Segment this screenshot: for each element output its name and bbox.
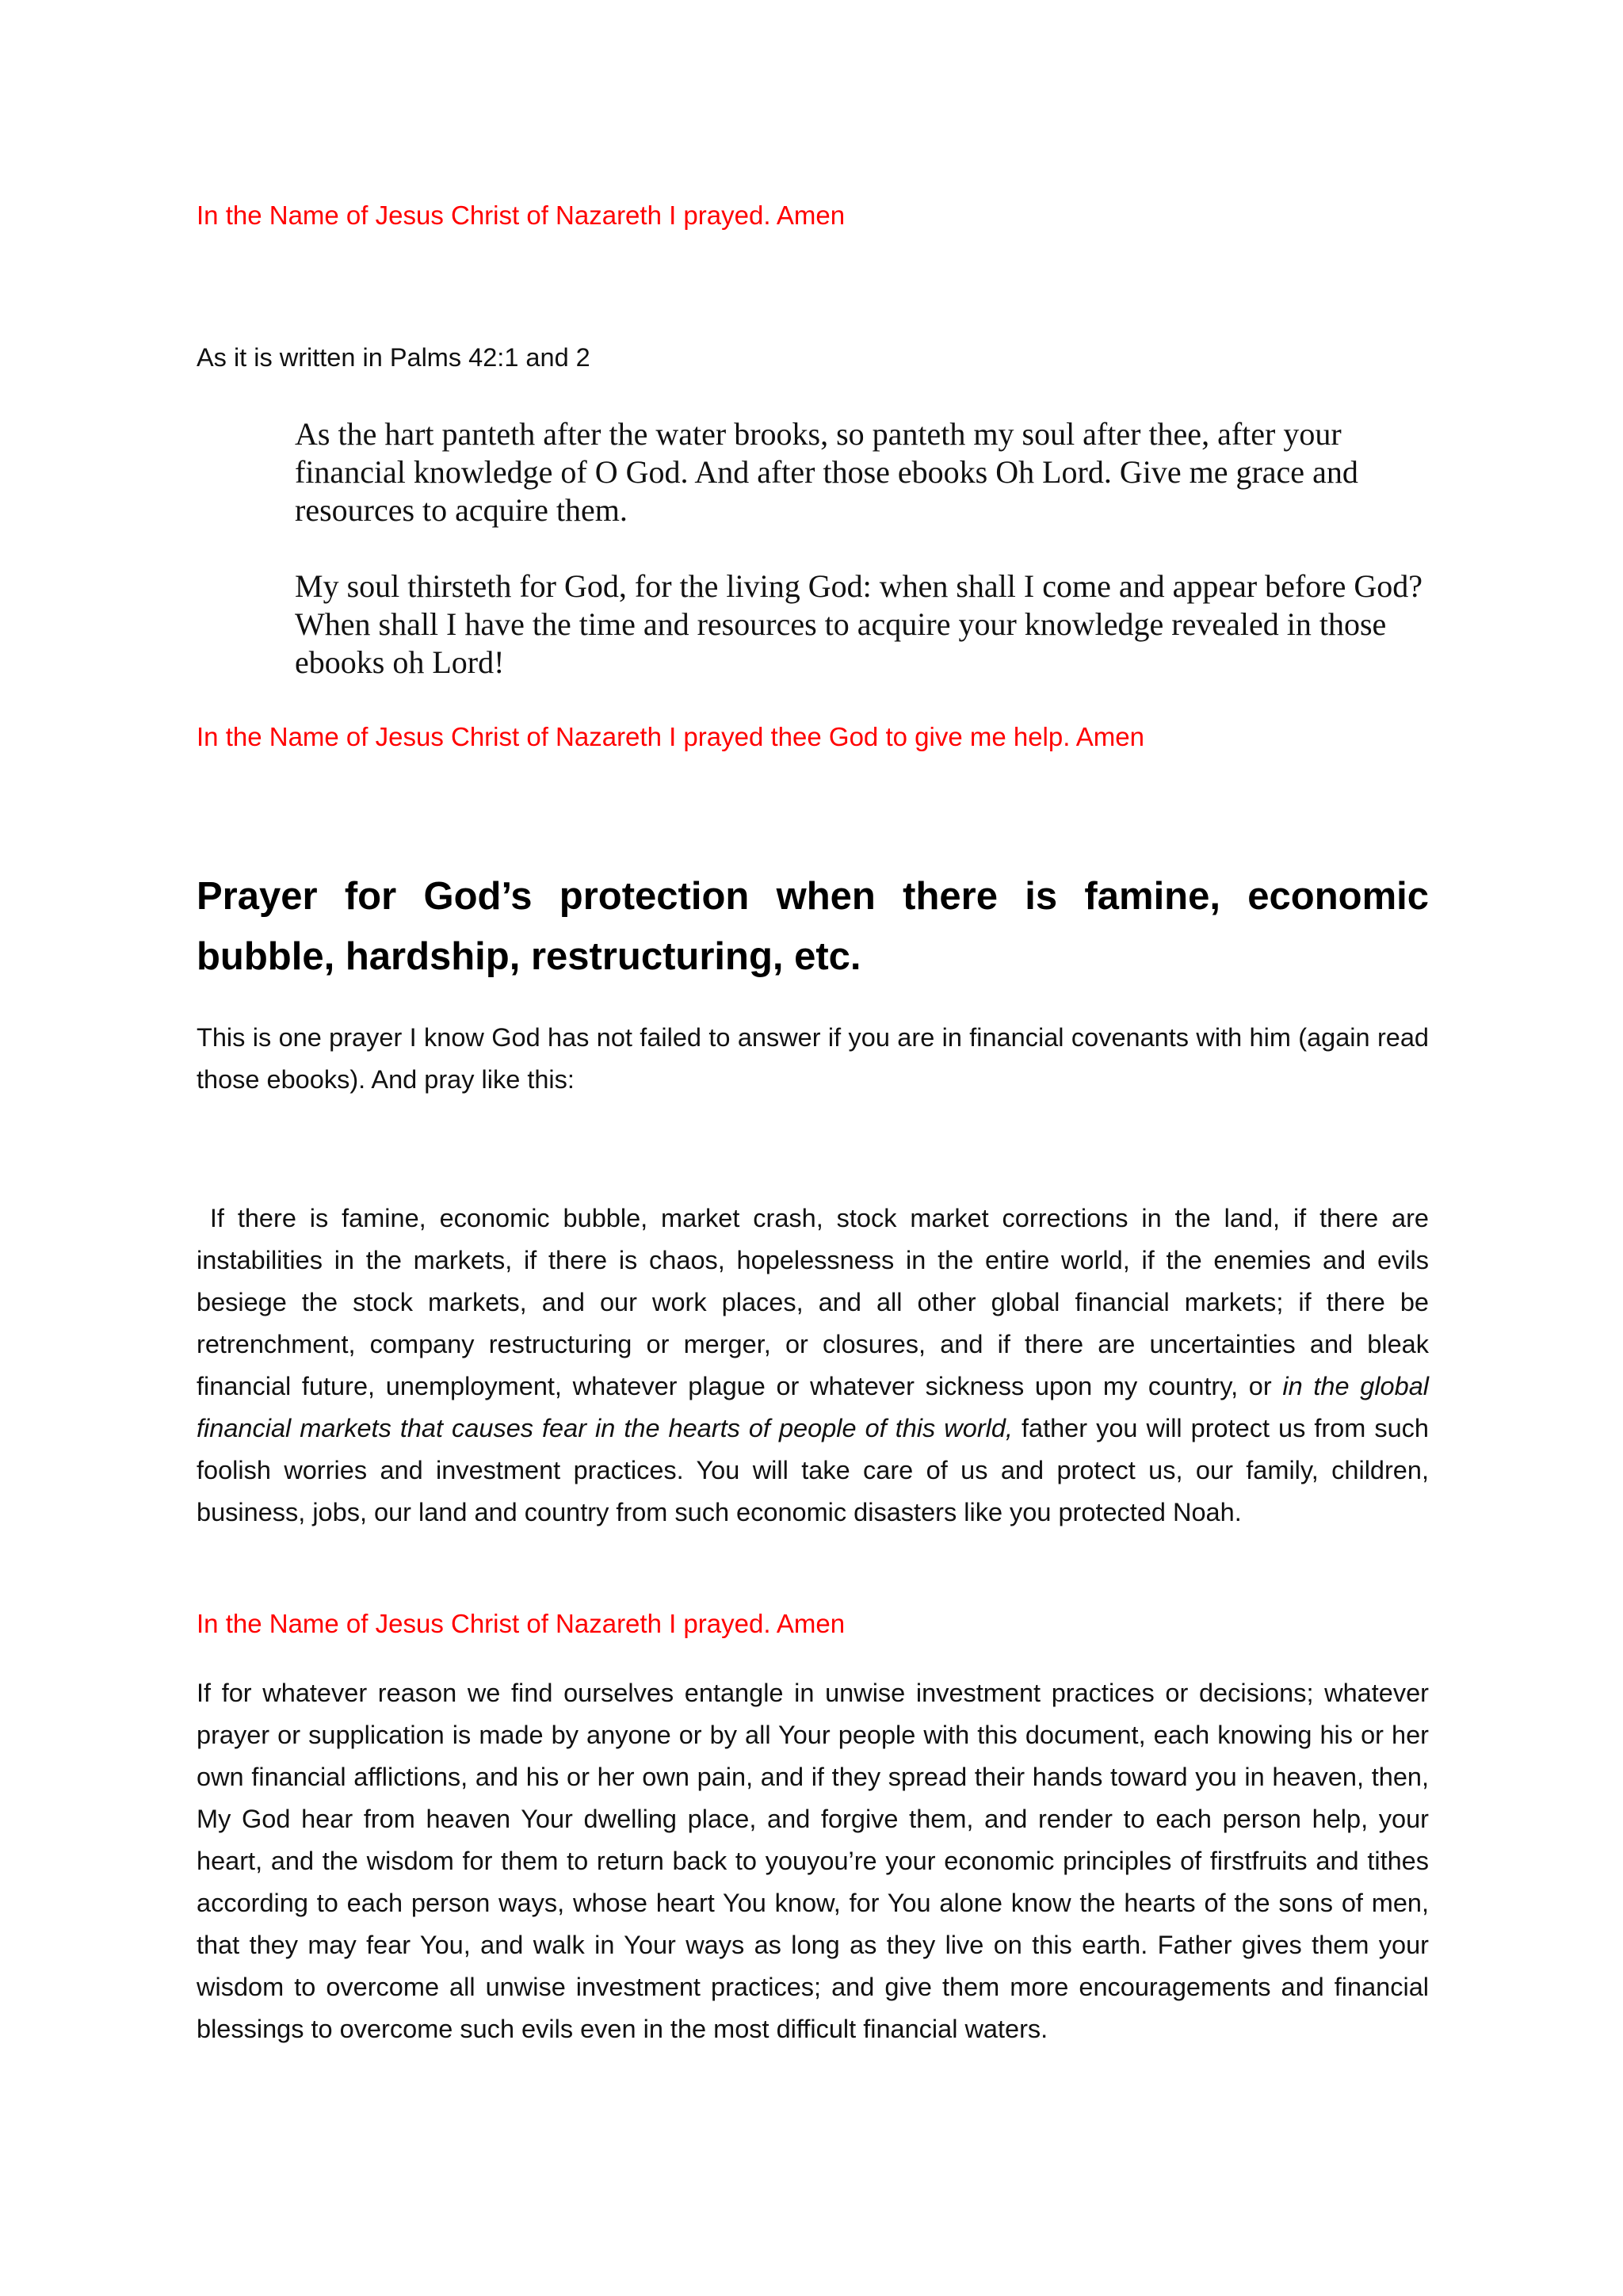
- scripture-reference: As it is written in Palms 42:1 and 2: [197, 343, 590, 372]
- quote-verse-1: As the hart panteth after the water brooks, so panteth my soul after thee, after your financial knowledge of O God. And after those ebooks Oh Lord. Give me grace and resources to acquire them.: [295, 416, 1358, 528]
- scripture-quote-block: [295, 415, 1436, 682]
- closing-paragraph: If for whatever reason we find ourselves entangle in unwise investment practices or decisions; whatever prayer or supplication is made by anyone or by all Your people with this document, each knowing his or her own financial afflictions, and his or her own pain, and if they spread their hands toward you in heaven, then, My God hear from heaven Your dwelling place, and forgive them, and render to each person help, your heart, and the wisdom for them to return back to youyou’re your economic principles of firstfruits and tithes according to each person ways, whose heart You know, for You alone know the hearts of the sons of men, that they may fear You, and walk in Your ways as long as they live on this earth. Father gives them your wisdom to overcome all unwise investment practices; and give them more encouragements and financial blessings to overcome such evils even in the most difficult financial waters.: [197, 1679, 1429, 2043]
- quote-verse-2: My soul thirsteth for God, for the living God: when shall I come and appear before God? When shall I have the time and resources to acquire your knowledge revealed in those ebooks oh Lord!: [295, 568, 1423, 680]
- main-prayer-text-start: If there is famine, economic bubble, market crash, stock market corrections in the land, if there are instabilities in the markets, if there is chaos, hopelessness in the entire world, if the enemies and evils besiege the stock markets, and our work places, and all other global financial markets; if there be retrenchment, company restructuring or merger, or closures, and if there are uncertainties and bleak financial future, unemployment, whatever plague or whatever sickness upon my country, or: [197, 1204, 1430, 1400]
- prayer-closing-line-1: In the Name of Jesus Christ of Nazareth I prayed. Amen: [197, 201, 846, 230]
- main-prayer-text-end: father you will protect us from such foolish worries and investment practices. You will take care of us and protect us, our family, children, business, jobs, our land and country from such economic disasters like you protected Noah.: [197, 1414, 1429, 1526]
- section-heading: Prayer for God’s protection when there is famine, economic bubble, hardship, restructuring, etc.: [197, 875, 1429, 978]
- main-prayer-paragraph: [197, 1198, 1429, 1534]
- intro-paragraph: This is one prayer I know God has not failed to answer if you are in financial covenants with him (again read those ebooks). And pray like this:: [197, 1023, 1429, 1094]
- prayer-closing-line-2: In the Name of Jesus Christ of Nazareth I prayed thee God to give me help. Amen: [197, 722, 1144, 751]
- prayer-closing-line-3: In the Name of Jesus Christ of Nazareth I prayed. Amen: [197, 1609, 846, 1638]
- main-prayer-italic-text: in the global financial markets that causes fear in the hearts of people of this world,: [197, 1372, 1429, 1442]
